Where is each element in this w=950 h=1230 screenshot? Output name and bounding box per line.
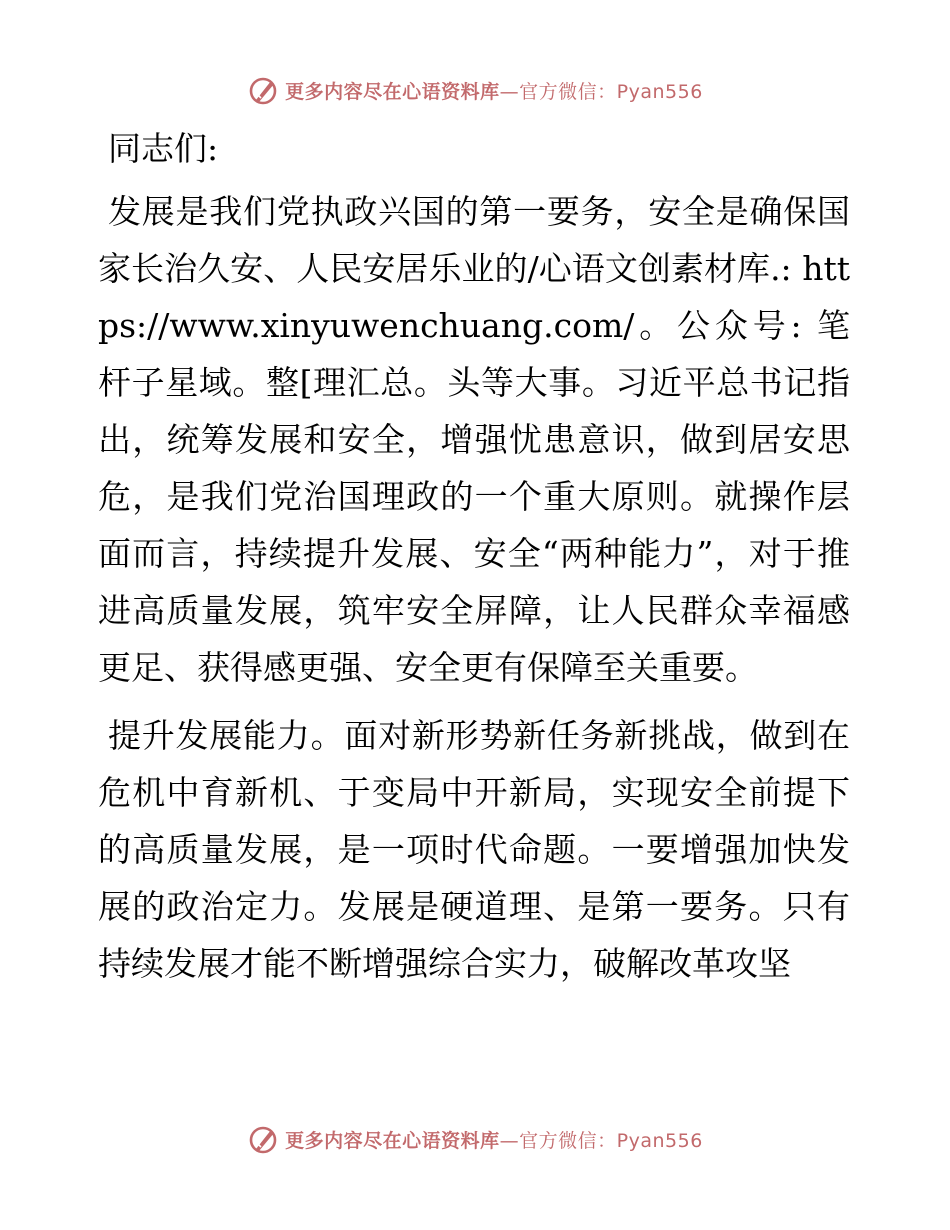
watermark-text (285, 1126, 703, 1153)
watermark-lead: 更多内容尽在心语资料库 (285, 1129, 500, 1152)
watermark-text (285, 77, 703, 104)
paragraph-2: 提升发展能力。面对新形势新任务新挑战，做到在危机中育新机、于变局中开新局，实现安全前提下的高质量发展，是一项时代命题。一要增强加快发展的政治定力。发展是硬道理、是第一要务。只有持续发展才能不断增强综合实力，破解改革攻坚 (98, 716, 850, 983)
watermark-contact: —官方微信：Pyan556 (499, 1129, 703, 1152)
paragraph-1: 发展是我们党执政兴国的第一要务，安全是确保国家长治久安、人民安居乐业的/心语文创素材库.: https://www.xinyuwenchuang.com/。公众号: 笔杆子星域。整[理汇总。头等大事。习近平总书记指出，统筹发展和安全，增强忧患意识，做到居安思危，是我们党治国理政的一个重大原则。就操作层面而言，持续提升发展、安全“两种能力”，对于推进高质量发展，筑牢安全屏障，让人民群众幸福感更足、获得感更强、安全更有保障至关重要。 (98, 192, 850, 687)
quill-pen-logo-icon (247, 1123, 279, 1155)
header-watermark-banner (0, 70, 950, 110)
watermark-contact: —官方微信：Pyan556 (499, 80, 703, 103)
document-body (98, 121, 850, 1003)
quill-pen-logo-icon (247, 74, 279, 106)
salutation: 同志们: (108, 129, 219, 168)
watermark-lead: 更多内容尽在心语资料库 (285, 80, 500, 103)
footer-watermark-banner (0, 1119, 950, 1159)
